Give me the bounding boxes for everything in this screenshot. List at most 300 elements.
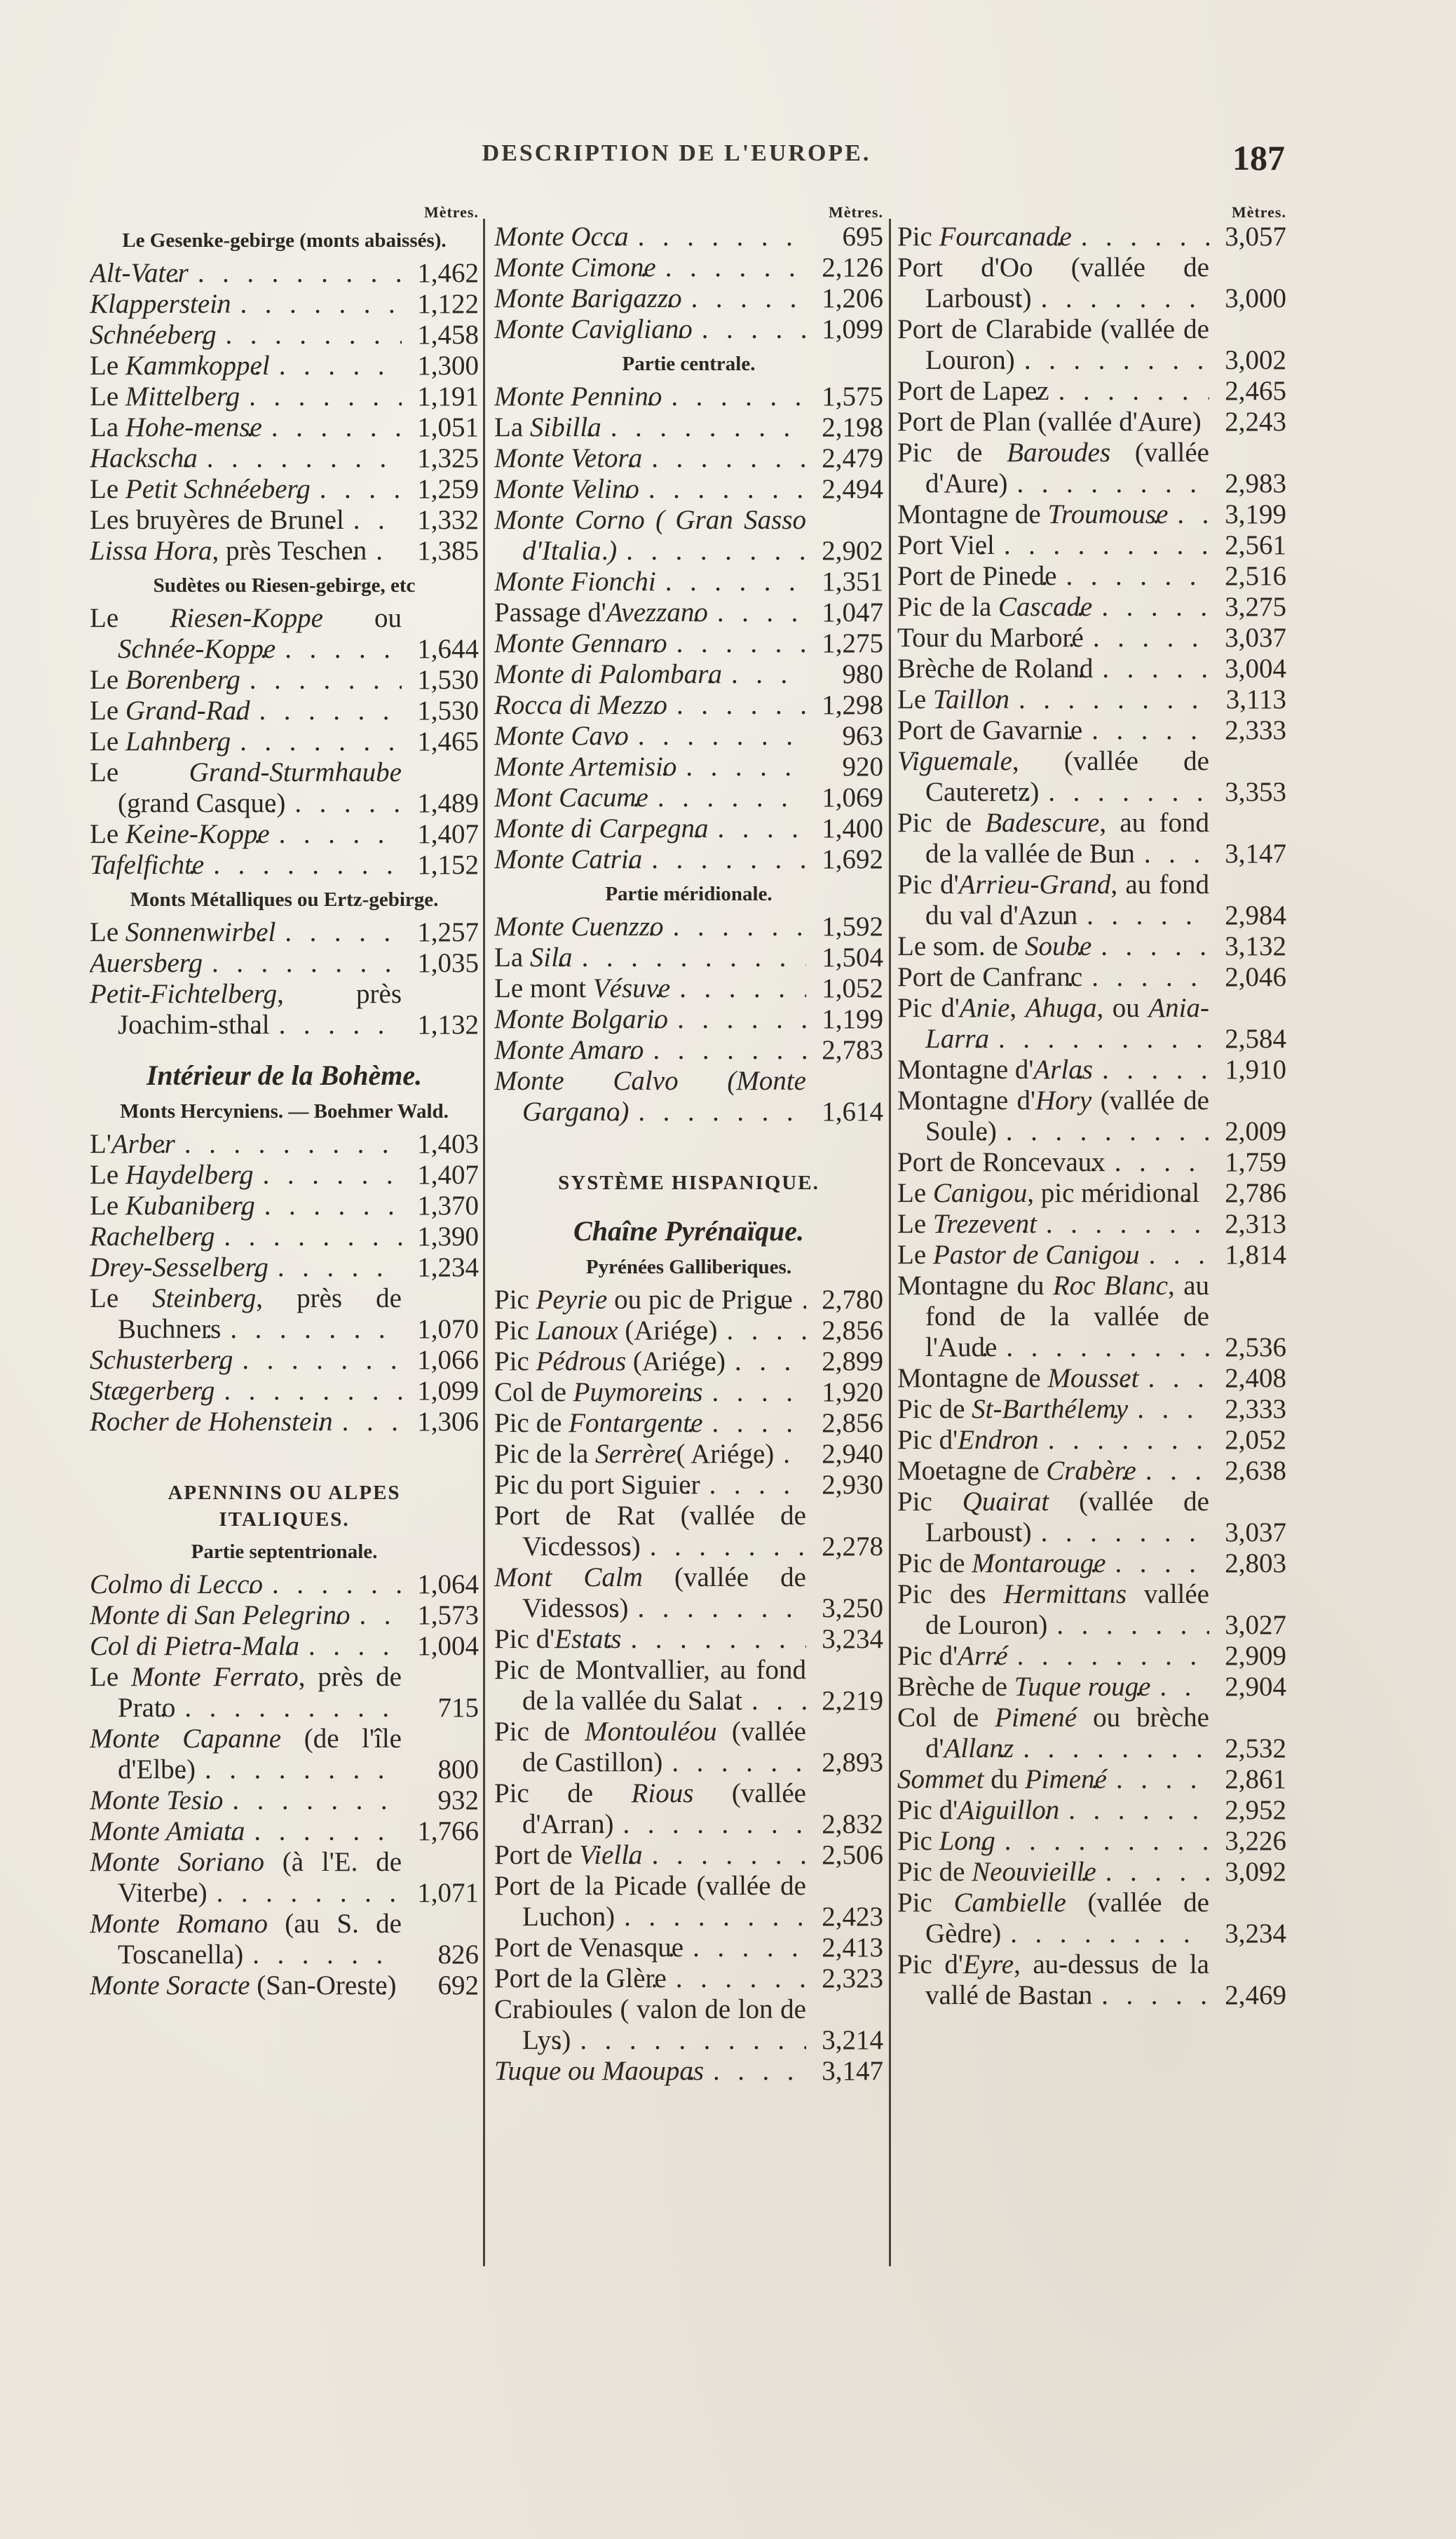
list-item: [494, 1004, 883, 1035]
entry-name-text: Passage d': [494, 597, 606, 628]
entry-name-italic: Trezevent: [932, 1209, 1037, 1239]
altitude-value: 1,325: [417, 443, 479, 473]
entry-name: [897, 592, 1209, 623]
list-item: [90, 474, 479, 505]
entry-name-italic: Monte Gennaro: [494, 628, 667, 658]
entry-name-text: Port Viel: [897, 530, 995, 560]
entry-name-text: (vallée d'Aure): [925, 438, 1209, 499]
entry-name: [897, 746, 1209, 808]
entry-name: [897, 1209, 1209, 1240]
entry-name: [897, 1456, 1209, 1487]
entry-name: [494, 813, 806, 844]
section-heading: Le Gesenke-gebirge (monts abaissés).: [122, 229, 447, 252]
altitude-value: 1,465: [417, 726, 479, 757]
altitude-value: 1,489: [417, 788, 479, 818]
altitude-value: 2,832: [822, 1809, 883, 1839]
entry-name-italic: Hackscha: [90, 443, 198, 473]
entry-name: [90, 443, 402, 474]
list-item: [494, 1439, 883, 1470]
entry-name: [897, 1055, 1209, 1085]
list-item: [90, 381, 479, 412]
entry-name-text: ou: [322, 603, 402, 633]
column-divider: [889, 219, 891, 2266]
entry-name-text: Le som. de: [897, 931, 1025, 961]
list-item: [897, 1394, 1286, 1425]
list-item: [897, 962, 1286, 993]
list-item: [897, 314, 1286, 376]
entry-name-text: Moetagne de: [897, 1456, 1047, 1486]
list-item: [494, 1035, 883, 1066]
entry-name-text: Pic: [897, 1487, 962, 1517]
entry-name-italic: Petit Schnéeberg: [125, 474, 311, 504]
altitude-value: 1,573: [417, 1600, 479, 1630]
entry-name: [897, 1548, 1209, 1579]
entry-name: [494, 1035, 806, 1066]
altitude-value: 3,092: [1225, 1857, 1286, 1887]
entry-name: [897, 654, 1209, 684]
entry-name: [897, 407, 1209, 438]
entry-name-italic: Monte Amaro: [494, 1035, 644, 1065]
entry-name-text: Port de Gavarnie: [897, 715, 1083, 745]
entry-name-italic: Monte Capanne: [90, 1724, 282, 1754]
entry-name-italic: Anie: [959, 993, 1010, 1023]
altitude-value: 2,909: [1225, 1641, 1286, 1671]
entry-name-italic: Monte Occa: [494, 222, 629, 252]
entry-name: [90, 1631, 402, 1662]
entry-name-text: Pic de: [494, 1408, 569, 1438]
entry-name-italic: Monte Tesio: [90, 1785, 224, 1815]
entry-name-italic: Hermittans: [1003, 1579, 1127, 1609]
entry-name: [897, 808, 1209, 869]
entry-name-italic: Monte Vetora: [494, 443, 643, 473]
altitude-value: 1,300: [417, 351, 479, 381]
altitude-value: 2,243: [1225, 407, 1286, 437]
list-item: [897, 1888, 1286, 1949]
entry-name: [90, 1909, 402, 1970]
entry-name-italic: Montouléou: [585, 1717, 717, 1747]
altitude-value: 1,407: [417, 819, 479, 849]
entry-name-italic: Monte Bolgario: [494, 1004, 669, 1034]
list-item: [897, 654, 1286, 684]
list-item: [90, 1816, 479, 1847]
altitude-value: 2,638: [1225, 1456, 1286, 1486]
entry-name: [494, 1778, 806, 1840]
list-item: [90, 1283, 479, 1345]
altitude-value: 3,037: [1225, 623, 1286, 653]
altitude-value: 1,766: [417, 1816, 479, 1846]
list-item: [90, 819, 479, 850]
altitude-value: 3,057: [1225, 222, 1286, 252]
altitude-value: 980: [842, 659, 883, 689]
altitude-value: 1,400: [822, 813, 883, 844]
entry-name-italic: Monte Amiata: [90, 1816, 245, 1846]
entry-name: [90, 1376, 402, 1407]
entry-name-italic: Sila: [529, 942, 573, 973]
altitude-value: 715: [437, 1693, 479, 1723]
entry-name-italic: Arber: [111, 1129, 175, 1159]
entry-name-italic: Estats: [554, 1624, 622, 1654]
altitude-value: 2,780: [822, 1285, 883, 1315]
entry-name: [494, 505, 806, 567]
entry-name: [897, 1240, 1209, 1271]
list-item: [494, 412, 883, 443]
list-item: [90, 1909, 479, 1970]
entry-name-text: Montagne d': [897, 1055, 1034, 1085]
entry-name: [90, 258, 402, 289]
entry-name-italic: Viella: [579, 1840, 643, 1870]
list-item: [90, 948, 479, 979]
altitude-value: 3,002: [1225, 345, 1286, 375]
entry-name: [90, 1221, 402, 1252]
entry-name-italic: Cambielle: [953, 1888, 1066, 1918]
entry-name-text: Le: [90, 474, 125, 504]
entry-name: [90, 1129, 402, 1160]
entry-name-text: (de l'île d'Elbe): [118, 1724, 402, 1785]
list-item: [897, 1240, 1286, 1271]
list-item: [90, 1970, 479, 2001]
unit-label: Mètres.: [1231, 203, 1286, 221]
list-item: [90, 603, 479, 665]
entry-name: [494, 752, 806, 783]
entry-name: [494, 597, 806, 628]
entry-name-italic: Monte Calvo (Monte Gargano): [494, 1066, 806, 1127]
entry-name-text: Pic des: [897, 1579, 1004, 1609]
entry-name-text: La: [90, 412, 125, 442]
altitude-value: 1,066: [417, 1345, 479, 1375]
entry-name: [494, 1066, 806, 1128]
column-divider: [483, 219, 485, 2266]
entry-name: [897, 1579, 1209, 1641]
list-item: [494, 1840, 883, 1871]
entry-name: [494, 381, 806, 412]
list-item: [897, 561, 1286, 592]
entry-name: [90, 726, 402, 757]
altitude-value: 1,122: [417, 289, 479, 319]
entry-name: [897, 314, 1209, 376]
entry-name: [897, 715, 1209, 746]
entry-name: [897, 931, 1209, 962]
entry-name-italic: Monte Romano: [90, 1909, 268, 1939]
entry-name-text: Pic de la: [897, 592, 999, 622]
list-item: [897, 684, 1286, 715]
entry-name: [897, 1795, 1209, 1826]
entry-name-text: Le: [90, 381, 125, 412]
altitude-value: 1,199: [822, 1004, 883, 1034]
entry-name: [90, 1662, 402, 1724]
entry-name: [494, 1470, 806, 1501]
list-item: [494, 1963, 883, 1994]
section-heading: Monts Hercyniens. — Boehmer Wald.: [120, 1100, 449, 1123]
entry-name-italic: Mont Calm: [494, 1562, 643, 1592]
entry-name-italic: Allanz: [944, 1733, 1014, 1763]
altitude-value: 1,390: [417, 1221, 479, 1252]
list-item: [494, 1408, 883, 1439]
entry-name: [494, 1871, 806, 1932]
list-item: [897, 931, 1286, 962]
altitude-value: 2,009: [1225, 1116, 1286, 1146]
entry-name-text: (Ariége): [626, 1346, 726, 1376]
entry-name-text: (vallée de Gèdre): [925, 1888, 1209, 1949]
list-item: [897, 869, 1286, 931]
entry-name-italic: Rachelberg: [90, 1221, 215, 1252]
list-item: [90, 258, 479, 289]
entry-name-italic: Tuque rouge: [1014, 1672, 1151, 1702]
entry-name-text: Le: [90, 696, 125, 726]
altitude-value: 3,275: [1225, 592, 1286, 622]
entry-name: [494, 567, 806, 597]
entry-name: [494, 721, 806, 752]
list-item: [494, 1346, 883, 1377]
entry-name-italic: Monte Corno ( Gran Sasso d'Italia ): [494, 505, 806, 566]
entry-name-italic: Monte Artemisio: [494, 752, 677, 782]
altitude-value: 1,259: [417, 474, 479, 504]
entry-name-italic: Quairat: [962, 1487, 1049, 1517]
altitude-value: 1,052: [822, 973, 883, 1003]
altitude-value: 1,306: [417, 1407, 479, 1437]
altitude-value: 1,530: [417, 696, 479, 726]
entry-name-text: Port de Lapez: [897, 376, 1049, 406]
list-item: [494, 1624, 883, 1655]
entry-name-text: Pic de: [897, 438, 1007, 468]
entry-name-text: Pic de Montvallier, au fond de la vallée du Salat: [494, 1655, 806, 1716]
entry-name-text: Tour du Marboré: [897, 623, 1084, 653]
entry-name-italic: Rocher de Hohenstein: [90, 1407, 333, 1437]
list-item: [897, 993, 1286, 1055]
entry-name-text: Pic de: [494, 1778, 632, 1808]
list-item: [897, 1641, 1286, 1672]
list-item: [897, 1178, 1286, 1209]
entry-name-text: ,: [1009, 993, 1026, 1023]
list-item: [897, 222, 1286, 252]
entry-name-text: Pic d': [897, 869, 959, 900]
entry-name-text: (vallée de Soule): [925, 1085, 1209, 1146]
entry-name: [494, 252, 806, 283]
list-item: [494, 381, 883, 412]
list-item: [494, 659, 883, 690]
entry-name-text: Port de Plan (vallée d'Aure): [897, 407, 1202, 437]
entry-name: [494, 1963, 806, 1994]
entry-name-text: Pic: [897, 222, 939, 252]
entry-name-italic: Neouvieille: [972, 1857, 1096, 1887]
entry-name-italic: Borenberg: [125, 665, 240, 695]
altitude-value: 3,000: [1225, 283, 1286, 313]
entry-name-text: Pic d': [897, 1641, 958, 1671]
altitude-value: 3,234: [1225, 1918, 1286, 1949]
entry-name-text: L': [90, 1129, 111, 1159]
entry-name-italic: Monte di San Pelegrino: [90, 1600, 351, 1630]
list-item: [494, 973, 883, 1004]
list-item: [897, 376, 1286, 407]
entry-name-text: Pic: [494, 1285, 536, 1315]
altitude-value: 2,536: [1225, 1332, 1286, 1362]
entry-name: [494, 628, 806, 659]
entry-name-italic: Schusterberg: [90, 1345, 233, 1375]
altitude-value: 2,893: [822, 1747, 883, 1778]
entry-name: [494, 1624, 806, 1655]
list-item: [494, 222, 883, 252]
list-item: [897, 1857, 1286, 1888]
list-item: [897, 715, 1286, 746]
entry-name-italic: Cascade: [998, 592, 1093, 622]
entry-name: [897, 530, 1209, 561]
entry-name: [494, 222, 806, 252]
entry-name-italic: Monte Cuenzzo: [494, 912, 664, 942]
entry-name-italic: Monte Cimone: [494, 252, 656, 283]
entry-name: [494, 1655, 806, 1717]
entry-name-italic: Arlas: [1033, 1055, 1093, 1085]
altitude-value: 2,469: [1225, 1980, 1286, 2010]
entry-name-italic: Serrère: [595, 1439, 676, 1469]
section-heading: Pyrénées Galliberiques.: [585, 1256, 792, 1278]
altitude-value: 1,692: [822, 844, 883, 874]
entry-name: [897, 1826, 1209, 1857]
section-heading: Sudètes ou Riesen-gebirge, etc: [153, 574, 416, 597]
entry-name-italic: Steinberg: [152, 1283, 257, 1313]
entry-name: [90, 1160, 402, 1191]
entry-name-italic: Monte Soriano: [90, 1847, 264, 1877]
list-item: [494, 1315, 883, 1346]
altitude-value: 2,052: [1225, 1425, 1286, 1455]
entry-name-text: Port de Clarabide (vallée de Louron): [897, 314, 1209, 375]
altitude-value: 3,147: [1225, 839, 1286, 869]
altitude-value: 1,407: [417, 1160, 479, 1190]
altitude-value: 1,403: [417, 1129, 479, 1159]
list-item: [90, 1847, 479, 1909]
list-item: [494, 1871, 883, 1932]
entry-name-italic: Soube: [1024, 931, 1092, 961]
entry-name-text: Montagne d': [897, 1085, 1036, 1116]
list-item: [90, 1160, 479, 1191]
entry-name: [494, 1501, 806, 1562]
entry-name-italic: Petit-Fichtelberg: [90, 979, 278, 1009]
entry-name: [494, 690, 806, 721]
entry-name-italic: Pédrous: [536, 1346, 627, 1376]
altitude-value: 3,132: [1225, 931, 1286, 961]
entry-name-text: Brèche de: [897, 1672, 1014, 1702]
entry-name: [897, 1764, 1209, 1795]
altitude-value: 1,152: [417, 850, 479, 880]
entry-name: [90, 474, 402, 505]
altitude-value: 1,069: [822, 783, 883, 813]
entry-name: [494, 412, 806, 443]
list-item: [90, 289, 479, 320]
entry-name-italic: Taillon: [932, 684, 1010, 715]
altitude-value: 2,532: [1225, 1733, 1286, 1763]
altitude-value: 2,584: [1225, 1024, 1286, 1054]
entry-name-italic: Hohe-mense: [125, 412, 262, 442]
altitude-value: 1,332: [417, 505, 479, 535]
altitude-value: 2,494: [822, 474, 883, 504]
entry-name-italic: Monte Barigazzo: [494, 283, 682, 313]
entry-name-text: , près Joachim-sthal: [118, 979, 402, 1040]
entry-name-text: , au fond de la vallée de l'Aude: [925, 1271, 1209, 1362]
list-item: [897, 1085, 1286, 1147]
list-item: [494, 1932, 883, 1963]
altitude-value: 920: [842, 752, 883, 782]
unit-label: Mètres.: [828, 203, 883, 221]
list-item: [494, 1778, 883, 1840]
entry-name-text: (à l'E. de Viterbe): [118, 1847, 402, 1908]
list-item: [90, 1191, 479, 1221]
altitude-value: 3,353: [1225, 777, 1286, 807]
entry-name-italic: Canigou: [932, 1178, 1028, 1208]
entry-name-text: Pic de: [897, 808, 986, 838]
list-item: [494, 721, 883, 752]
altitude-value: 2,856: [822, 1315, 883, 1346]
entry-name: [494, 1840, 806, 1871]
entry-name: [90, 1600, 402, 1631]
entry-name: [90, 1252, 402, 1283]
entry-name-text: Port de Rat (vallée de Vicdessos): [494, 1501, 806, 1562]
list-item: [897, 252, 1286, 314]
entry-name: [897, 252, 1209, 314]
altitude-value: 3,226: [1225, 1826, 1286, 1856]
list-item: [90, 1252, 479, 1283]
entry-name-text: Pic de: [897, 1857, 972, 1887]
entry-name: [494, 314, 806, 345]
list-item: [494, 690, 883, 721]
list-item: [494, 1717, 883, 1778]
list-item: [90, 536, 479, 567]
list-item: [494, 597, 883, 628]
entry-name-text: Le: [90, 726, 125, 757]
altitude-value: 2,323: [822, 1963, 883, 1993]
entry-name-text: (vallée de Castillon): [522, 1717, 806, 1778]
entry-name-italic: Riesen-Koppe: [170, 603, 323, 633]
altitude-value: 3,113: [1225, 684, 1286, 715]
entry-name: [90, 1785, 402, 1816]
entry-name-text: (vallée de Larboust): [925, 1487, 1209, 1548]
entry-name-text: Brèche de Roland: [897, 654, 1094, 684]
altitude-value: 1,370: [417, 1191, 479, 1221]
entry-name-italic: Long: [939, 1826, 995, 1856]
altitude-value: 692: [437, 1970, 479, 2000]
altitude-value: 2,786: [1225, 1178, 1286, 1208]
entry-name: [897, 1672, 1209, 1702]
altitude-value: 2,984: [1225, 900, 1286, 930]
list-item: [90, 726, 479, 757]
entry-name-italic: Arrieu-Grand: [958, 869, 1111, 900]
entry-name-italic: Colmo di Lecco: [90, 1569, 263, 1599]
entry-name-italic: Montarouge: [972, 1548, 1106, 1578]
page-number: 187: [1232, 138, 1285, 177]
list-item: [90, 1631, 479, 1662]
entry-name-italic: St-Barthélemy: [972, 1394, 1129, 1424]
list-item: [494, 1066, 883, 1128]
entry-name-italic: Auersberg: [90, 948, 203, 978]
entry-name-italic: Keine-Koppe: [125, 819, 270, 849]
entry-name: [494, 2056, 806, 2087]
entry-name-italic: Lanoux: [536, 1315, 618, 1346]
list-item: [90, 443, 479, 474]
section-heading: Chaîne Pyrénaïque.: [573, 1215, 804, 1247]
list-item: [897, 438, 1286, 499]
entry-name: [897, 561, 1209, 592]
entry-name-text: Le mont: [494, 973, 593, 1003]
list-item: [897, 530, 1286, 561]
list-item: [90, 1345, 479, 1376]
altitude-value: 2,803: [1225, 1548, 1286, 1578]
list-item: [897, 808, 1286, 869]
entry-name-italic: Aiguillon: [958, 1795, 1060, 1825]
entry-name-italic: Troumouse: [1047, 499, 1169, 529]
entry-name-text: Port de Pinede: [897, 561, 1057, 591]
entry-name-text: Pic d': [494, 1624, 555, 1654]
entry-name: [897, 684, 1209, 715]
entry-name: [90, 1847, 402, 1909]
altitude-value: 1,051: [417, 412, 479, 442]
entry-name: [90, 536, 402, 567]
